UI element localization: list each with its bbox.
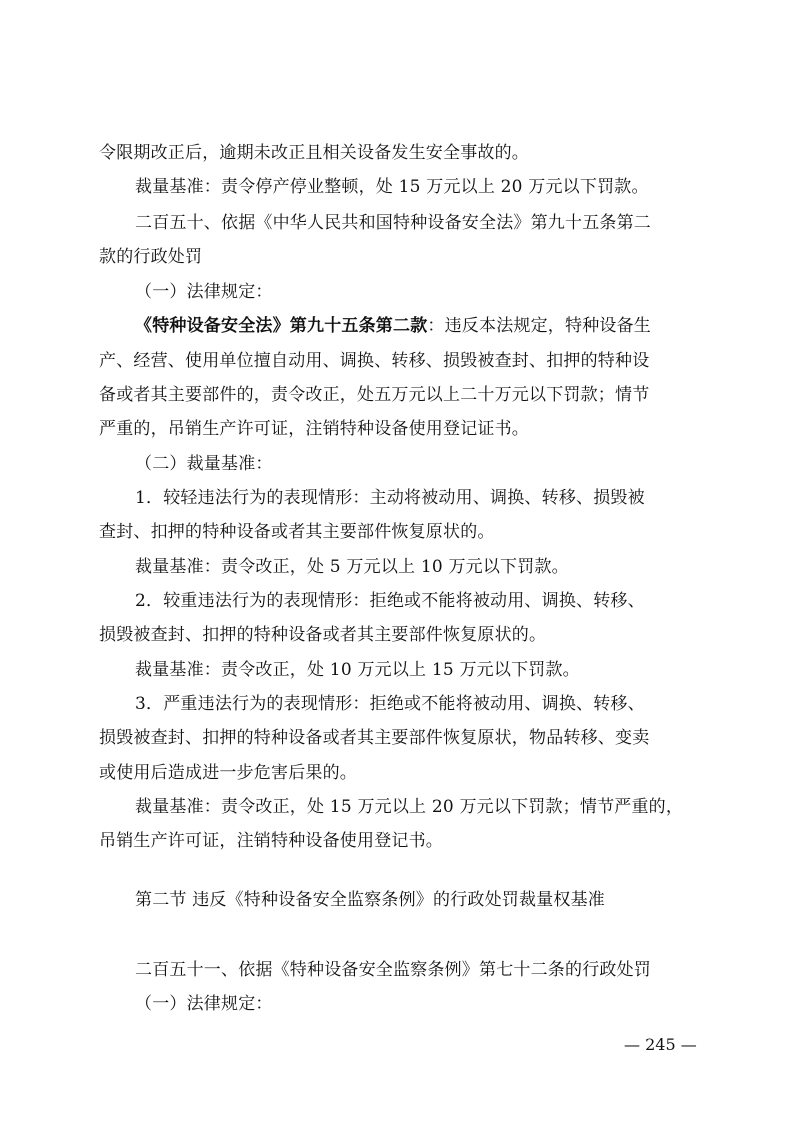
provision-text-line: 产、经营、使用单位擅自动用、调换、转移、损毁被查封、扣押的特种设 xyxy=(99,351,650,371)
legal-provisions-heading: （一）法律规定： xyxy=(135,282,273,302)
serious-violation-line: 或使用后造成进一步危害后果的。 xyxy=(99,763,357,783)
article-heading-250: 二百五十、依据《中华人民共和国特种设备安全法》第九十五条第二 xyxy=(135,213,651,233)
paragraph-line: 令限期改正后，逾期未改正且相关设备发生安全事故的。 xyxy=(99,143,529,163)
penalty-standard-line: 裁量基准：责令停产停业整顿，处 15 万元以上 20 万元以下罚款。 xyxy=(135,177,649,197)
section-heading: 第二节 违反《特种设备安全监察条例》的行政处罚裁量权基准 xyxy=(135,890,606,910)
provision-citation: 《特种设备安全法》第九十五条第二款 xyxy=(135,316,428,336)
penalty-standard-line: 裁量基准：责令改正，处 15 万元以上 20 万元以下罚款；情节严重的， xyxy=(135,797,684,817)
moderate-violation-line: 2．较重违法行为的表现情形：拒绝或不能将被动用、调换、转移、 xyxy=(135,591,645,611)
page-number: — 245 — xyxy=(624,1035,697,1054)
legal-provisions-heading: （一）法律规定： xyxy=(135,994,273,1014)
moderate-violation-line: 损毁被查封、扣押的特种设备或者其主要部件恢复原状的。 xyxy=(99,625,547,645)
provision-text-line: 备或者其主要部件的，责令改正，处五万元以上二十万元以下罚款；情节 xyxy=(99,385,650,405)
serious-violation-line: 损毁被查封、扣押的特种设备或者其主要部件恢复原状，物品转移、变卖 xyxy=(99,728,650,748)
penalty-standard-line: 裁量基准：责令改正，处 10 万元以上 15 万元以下罚款。 xyxy=(135,660,580,680)
provision-text: ：违反本法规定，特种设备生 xyxy=(427,316,652,336)
minor-violation-line: 查封、扣押的特种设备或者其主要部件恢复原状的。 xyxy=(99,522,495,542)
provision-text-line: 严重的，吊销生产许可证，注销特种设备使用登记证书。 xyxy=(99,419,529,439)
article-heading-250-cont: 款的行政处罚 xyxy=(99,247,203,267)
article-heading-251: 二百五十一、依据《特种设备安全监察条例》第七十二条的行政处罚 xyxy=(135,960,651,980)
discretion-standard-heading: （二）裁量基准： xyxy=(135,454,273,474)
serious-violation-line: 3．严重违法行为的表现情形：拒绝或不能将被动用、调换、转移、 xyxy=(135,694,645,714)
penalty-standard-line: 裁量基准：责令改正，处 5 万元以上 10 万元以下罚款。 xyxy=(135,557,569,577)
penalty-standard-line: 吊销生产许可证，注销特种设备使用登记书。 xyxy=(99,831,443,851)
minor-violation-line: 1．较轻违法行为的表现情形：主动将被动用、调换、转移、损毁被 xyxy=(135,488,645,508)
provision-text-line xyxy=(135,309,735,343)
